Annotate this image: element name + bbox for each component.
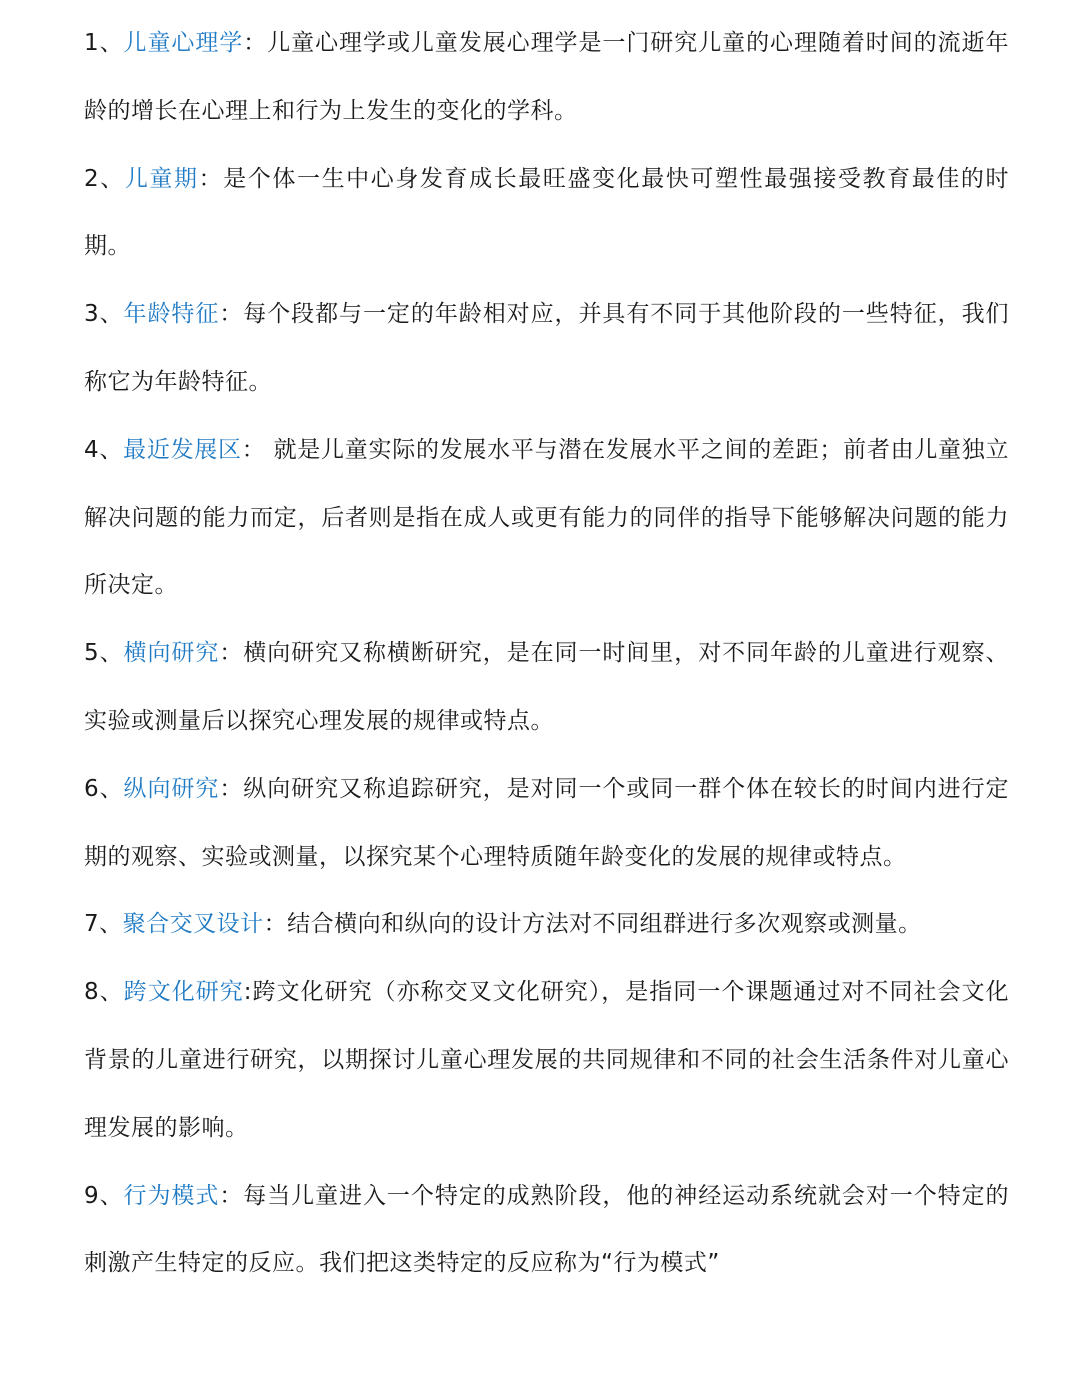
definition-entry-2 bbox=[84, 146, 1009, 282]
entry-number: 2、 bbox=[84, 165, 125, 192]
definition-text: 纵向研究又称追踪研究，是对同一个或同一群个体在较长的时间内进行定期的观察、实验或测量，以探究某个心理特质随年龄变化的发展的规律或特点。 bbox=[84, 775, 1010, 870]
definition-text: 结合横向和纵向的设计方法对不同组群进行多次观察或测量。 bbox=[287, 911, 922, 938]
separator: ： bbox=[263, 911, 288, 938]
separator: ： bbox=[219, 301, 244, 328]
definition-entry-5 bbox=[84, 620, 1009, 756]
definition-text: 儿童心理学或儿童发展心理学是一门研究儿童的心理随着时间的流逝年龄的增长在心理上和行为上发生的变化的学科。 bbox=[84, 30, 1010, 124]
entry-number: 7、 bbox=[84, 911, 123, 938]
separator: : bbox=[243, 979, 252, 1006]
term-link-longitudinal-study[interactable]: 纵向研究 bbox=[123, 775, 220, 802]
term-link-cross-sectional-study[interactable]: 横向研究 bbox=[123, 640, 220, 667]
separator: ： bbox=[243, 30, 268, 56]
separator: ： bbox=[241, 436, 274, 463]
definition-entry-3 bbox=[84, 281, 1009, 417]
entry-number: 1、 bbox=[84, 30, 124, 56]
entry-number: 8、 bbox=[84, 979, 124, 1006]
separator: ： bbox=[219, 640, 244, 667]
definition-text: 是个体一生中心身发育成长最旺盛变化最快可塑性最强接受教育最佳的时期。 bbox=[84, 165, 1010, 260]
definition-text: 跨文化研究（亦称交叉文化研究），是指同一个课题通过对不同社会文化背景的儿童进行研究，以期探讨儿童心理发展的共同规律和不同的社会生活条件对儿童心理发展的影响。 bbox=[84, 979, 1009, 1141]
definition-entry-6 bbox=[84, 756, 1009, 892]
definition-text: 就是儿童实际的发展水平与潜在发展水平之间的差距；前者由儿童独立解决问题的能力而定，后者则是指在成人或更有能力的同伴的指导下能够解决问题的能力所决定。 bbox=[84, 436, 1010, 599]
definition-entry-4 bbox=[84, 417, 1009, 620]
entry-number: 9、 bbox=[84, 1182, 124, 1209]
definition-entry-9 bbox=[84, 1163, 1009, 1299]
definition-text: 横向研究又称横断研究，是在同一时间里，对不同年龄的儿童进行观察、实验或测量后以探究心理发展的规律或特点。 bbox=[84, 640, 1010, 734]
definition-entry-1 bbox=[84, 10, 1009, 146]
entry-number: 6、 bbox=[84, 775, 124, 802]
separator: ： bbox=[219, 1182, 244, 1209]
term-link-child-psychology[interactable]: 儿童心理学 bbox=[123, 30, 244, 56]
term-link-behavior-pattern[interactable]: 行为模式 bbox=[123, 1182, 220, 1209]
definition-text: 每个段都与一定的年龄相对应，并具有不同于其他阶段的一些特征，我们称它为年龄特征。 bbox=[84, 301, 1010, 395]
definition-entry-7 bbox=[84, 891, 1009, 959]
entry-number: 4、 bbox=[84, 436, 124, 463]
separator: ： bbox=[219, 775, 244, 802]
term-link-zone-of-proximal-development[interactable]: 最近发展区 bbox=[123, 436, 242, 463]
term-link-childhood[interactable]: 儿童期 bbox=[124, 165, 199, 192]
entry-number: 5、 bbox=[84, 640, 124, 667]
separator: ： bbox=[198, 165, 224, 192]
term-link-cross-cultural-study[interactable]: 跨文化研究 bbox=[123, 979, 244, 1006]
definitions-list bbox=[84, 10, 1009, 1298]
term-link-cross-sequential-design[interactable]: 聚合交叉设计 bbox=[122, 911, 264, 938]
term-link-age-characteristics[interactable]: 年龄特征 bbox=[123, 301, 220, 328]
definition-text: 每当儿童进入一个特定的成熟阶段，他的神经运动系统就会对一个特定的刺激产生特定的反应。我们把这类特定的反应称为“行为模式” bbox=[84, 1182, 1010, 1277]
definition-entry-8 bbox=[84, 959, 1009, 1162]
entry-number: 3、 bbox=[84, 301, 124, 328]
